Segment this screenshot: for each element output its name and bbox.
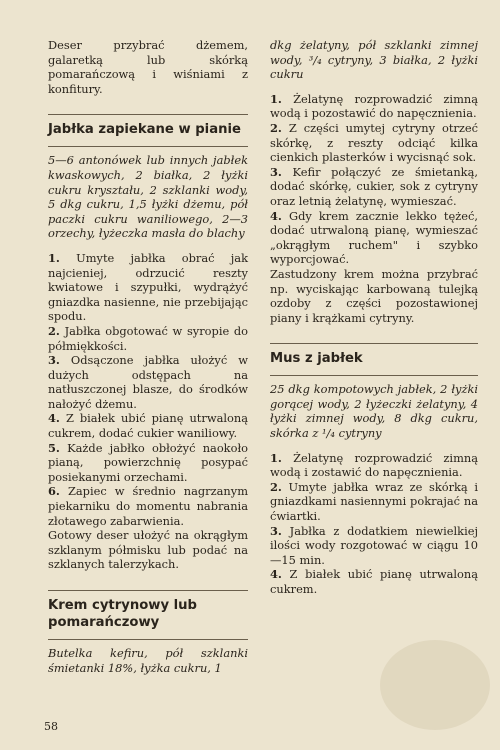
page-number: 58 xyxy=(44,720,58,733)
step-number: 2. xyxy=(270,120,282,135)
step-number: 5. xyxy=(48,440,60,455)
step-text: Żelatynę rozprowadzić zimną wodą i pozostawić do napęcznienia. xyxy=(270,91,479,121)
steps-apple-mousse xyxy=(270,451,478,597)
section-rule xyxy=(48,639,248,640)
right-column xyxy=(270,38,478,597)
step-number: 3. xyxy=(270,523,282,538)
step-text: Z białek ubić pianę utrwaloną cukrem. xyxy=(270,567,478,596)
recipe-title-lemon-cream: Krem cytrynowy lub pomarańczowy xyxy=(48,598,197,630)
recipe-step xyxy=(48,324,248,353)
ingredients-apple-mousse: 25 dkg kompotowych jabłek, 2 łyżki gorącej wody, 2 łyżeczki żelatyny, 4 łyżki zimnej wody, 8 dkg cukru, skórka z ¹/₄ cytryny xyxy=(270,382,478,441)
left-column xyxy=(48,38,248,675)
intro-paragraph: Deser przybrać dżemem, galaretką lub skórką pomarańczową i wiśniami z konfitury. xyxy=(48,38,248,96)
section-rule xyxy=(48,146,248,147)
step-text: Z białek ubić pianę utrwaloną cukrem, dodać cukier waniliowy. xyxy=(48,411,248,441)
step-text: Zapiec w średnio nagrzanym piekarniku do momentu nabrania złotawego zabarwienia. xyxy=(48,484,248,528)
section-rule xyxy=(270,375,478,376)
ingredients-lemon-cream-start: Butelka kefiru, pół szklanki śmietanki 18%, łyżka cukru, 1 xyxy=(48,646,248,675)
step-text: Jabłka obgotować w syropie do półmiękkości. xyxy=(48,323,248,353)
recipe-title-apple-mousse: Mus z jabłek xyxy=(270,351,363,367)
recipe-step xyxy=(270,524,478,568)
ingredients-lemon-cream-cont: dkg żelatyny, pół szklanki zimnej wody, ³/₄ cytryny, 3 białka, 2 łyżki cukru xyxy=(270,38,478,82)
recipe-step xyxy=(48,251,248,324)
step-text: Gdy krem zacznie lekko tężeć, dodać utrwaloną pianę, wymieszać „okrągłym ruchem" i szybko wyporcjować. xyxy=(270,208,478,267)
recipe-step xyxy=(270,121,478,165)
step-number: 4. xyxy=(270,567,282,582)
recipe-title-baked-apples: Jabłka zapiekane w pianie xyxy=(48,122,241,138)
step-text: Kefir połączyć ze śmietanką, dodać skórkę, cukier, sok z cytryny oraz letnią żelatynę, wymieszać. xyxy=(270,164,478,208)
paper-stain xyxy=(380,640,490,730)
recipe-step xyxy=(48,484,248,528)
ingredients-baked-apples: 5—6 antonówek lub innych jabłek kwaskowych, 2 białka, 2 łyżki cukru kryształu, 2 szklanki wody, 5 dkg cukru, 1,5 łyżki dżemu, pół paczki cukru waniliowego, 2—3 orzechy, łyżeczka masła do blachy xyxy=(48,153,248,241)
step-number: 4. xyxy=(48,411,60,426)
step-number: 1. xyxy=(270,91,282,106)
serving-lemon-cream: Zastudzony krem można przybrać np. wyciskając karbowaną tulejką ozdoby z części pozostawionej piany i krążkami cytryny. xyxy=(270,266,478,325)
step-number: 3. xyxy=(48,353,60,368)
recipe-step xyxy=(270,451,478,480)
steps-lemon-cream xyxy=(270,92,478,267)
step-text: Umyte jabłka obrać jak najcieniej, odrzucić reszty kwiatowe i szypułki, wydrążyć gniazdka nasienne, nie przebijając spodu. xyxy=(48,250,248,324)
recipe-step xyxy=(270,480,478,524)
recipe-step xyxy=(270,92,478,121)
step-number: 2. xyxy=(48,323,60,338)
step-number: 2. xyxy=(270,479,282,494)
step-text: Jabłka z dodatkiem niewielkiej ilości wody rozgotować w ciągu 10—15 min. xyxy=(270,523,478,567)
step-text: Z części umytej cytryny otrzeć skórkę, z reszty odciąć kilka cienkich plasterków i wycisnąć sok. xyxy=(270,120,479,165)
recipe-step xyxy=(270,209,478,267)
step-text: Żelatynę rozprowadzić zimną wodą i zostawić do napęcznienia. xyxy=(270,450,479,480)
recipe-step xyxy=(48,353,248,411)
step-number: 1. xyxy=(48,250,60,265)
serving-baked-apples: Gotowy deser ułożyć na okrągłym szklanym półmisku lub podać na szklanych talerzykach. xyxy=(48,528,248,572)
section-rule xyxy=(48,590,248,591)
step-number: 3. xyxy=(270,164,282,179)
step-text: Umyte jabłka wraz ze skórką i gniazdkami nasiennymi pokrajać na ćwiartki. xyxy=(270,479,478,524)
recipe-step xyxy=(48,441,248,485)
step-number: 6. xyxy=(48,484,60,499)
section-rule xyxy=(48,114,248,115)
step-number: 4. xyxy=(270,208,282,223)
recipe-step xyxy=(48,411,248,440)
recipe-step xyxy=(270,567,478,596)
step-number: 1. xyxy=(270,450,282,465)
step-text: Odsączone jabłka ułożyć w dużych odstępach na natłuszczonej blasze, do środków nałożyć dżemu. xyxy=(48,353,248,411)
recipe-step xyxy=(270,165,478,209)
section-rule xyxy=(270,343,478,344)
steps-baked-apples xyxy=(48,251,248,528)
step-text: Każde jabłko obłożyć naokoło pianą, powierzchnię posypać posiekanymi orzechami. xyxy=(48,440,248,484)
